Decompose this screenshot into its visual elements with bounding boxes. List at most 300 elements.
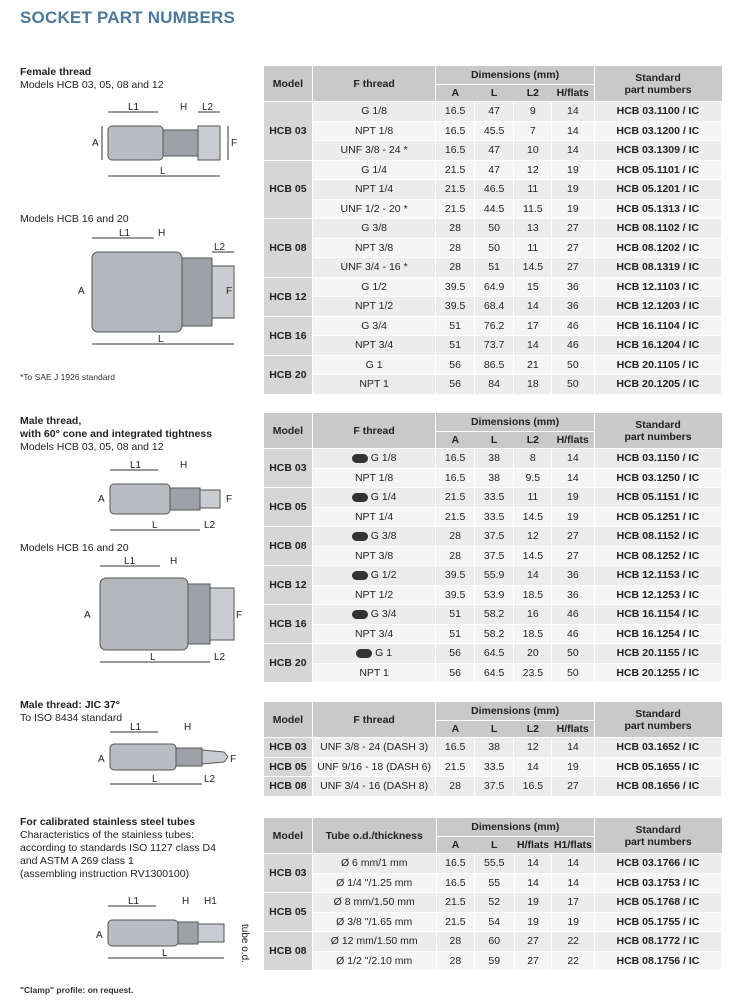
thread-cell: G 1/4 [312,488,436,508]
model-cell: HCB 16 [264,316,312,355]
table-row [264,375,722,395]
part-number-cell: HCB 03.1309 / IC [594,141,721,161]
part-number-cell: HCB 05.1101 / IC [594,160,721,180]
stainless-drawing [96,896,256,968]
part-number-cell: HCB 08.1756 / IC [594,951,721,971]
model-cell: HCB 20 [264,355,312,394]
dimension-cell: 17 [514,316,552,336]
part-number-cell: HCB 12.1253 / IC [594,585,721,605]
dimension-cell: 56 [436,375,474,395]
table-row [264,585,722,605]
part-number-cell: HCB 16.1154 / IC [594,605,721,625]
model-cell: HCB 12 [264,566,312,605]
part-number-cell: HCB 03.1652 / IC [594,738,721,758]
col-a: A [436,432,474,449]
table-row [264,757,722,777]
svg-text:L: L [152,774,158,785]
thread-cell: NPT 1/2 [312,585,436,605]
seal-icon [356,649,372,658]
dimension-cell: 36 [552,297,594,317]
svg-text:L1: L1 [130,460,142,471]
dimension-cell: 21.5 [436,199,474,219]
dimension-cell: 27 [552,527,594,547]
col-dimensions: Dimensions (mm) [436,413,594,432]
dimension-cell: 28 [436,219,474,239]
dimension-cell: 11.5 [514,199,552,219]
table-row [264,121,722,141]
part-number-cell: HCB 12.1153 / IC [594,566,721,586]
dimension-cell: 28 [436,546,474,566]
svg-text:H: H [184,722,192,733]
dimension-cell: 19 [552,160,594,180]
part-number-cell: HCB 03.1150 / IC [594,449,721,469]
table-row [264,951,722,971]
dimension-cell: 64.5 [474,644,514,664]
thread-cell: NPT 1/4 [312,507,436,527]
svg-text:H: H [158,228,166,239]
model-cell: HCB 12 [264,277,312,316]
dimension-cell: 51 [436,316,474,336]
dimension-cell: 18.5 [514,624,552,644]
dimension-cell: 11 [514,180,552,200]
thread-cell: Ø 1/2 "/2.10 mm [312,951,436,971]
model-cell: HCB 03 [264,102,312,161]
dimension-cell: 12 [514,527,552,547]
thread-cell: NPT 3/4 [312,336,436,356]
svg-text:L2: L2 [214,652,226,663]
part-number-cell: HCB 05.1151 / IC [594,488,721,508]
thread-cell: NPT 3/8 [312,238,436,258]
col-standard: Standard part numbers [594,66,721,102]
table-row [264,912,722,932]
female-thread-sub2: Models HCB 16 and 20 [20,213,129,225]
part-number-cell: HCB 05.1251 / IC [594,507,721,527]
dim-f: F [231,138,238,149]
dimension-cell: 14 [552,468,594,488]
dimension-cell: 12 [514,738,552,758]
table-row [264,566,722,586]
dimension-cell: 76.2 [474,316,514,336]
dimension-cell: 73.7 [474,336,514,356]
dimension-cell: 13 [514,219,552,239]
dimension-cell: 23.5 [514,663,552,683]
dimension-cell: 21.5 [436,912,474,932]
dimension-cell: 51 [436,624,474,644]
svg-text:A: A [78,286,85,297]
part-number-cell: HCB 12.1103 / IC [594,277,721,297]
col-model: Model [264,818,312,854]
part-number-cell: HCB 20.1255 / IC [594,663,721,683]
part-number-cell: HCB 16.1204 / IC [594,336,721,356]
dimension-cell: 56 [436,355,474,375]
part-number-cell: HCB 03.1200 / IC [594,121,721,141]
dimension-cell: 55.9 [474,566,514,586]
table-row [264,624,722,644]
svg-text:A: A [98,754,105,765]
female-thread-table [264,66,722,395]
col-4: H1/flats [552,837,594,854]
dimension-cell: 28 [436,527,474,547]
page-title: SOCKET PART NUMBERS [20,8,236,27]
female-small-drawing [92,102,243,186]
dimension-cell: 16.5 [436,854,474,874]
dimension-cell: 50 [552,663,594,683]
thread-cell: Ø 1/4 "/1.25 mm [312,873,436,893]
dim-l2: L2 [202,102,214,113]
thread-cell: UNF 9/16 - 18 (DASH 6) [312,757,436,777]
dimension-cell: 55 [474,873,514,893]
dimension-cell: 14 [552,449,594,469]
dimension-cell: 16.5 [436,449,474,469]
part-number-cell: HCB 05.1768 / IC [594,893,721,913]
col-3: L2 [514,432,552,449]
dimension-cell: 50 [474,238,514,258]
dimension-cell: 50 [552,644,594,664]
dimension-cell: 14 [552,854,594,874]
thread-cell: NPT 1/2 [312,297,436,317]
male-thread-heading: Male thread, with 60° cone and integrated tightness Models HCB 03, 05, 08 and 12 [20,415,213,453]
dimension-cell: 9 [514,102,552,122]
part-number-cell: HCB 08.1102 / IC [594,219,721,239]
dimension-cell: 14.5 [514,258,552,278]
dimension-cell: 22 [552,932,594,952]
thread-cell: Ø 8 mm/1.50 mm [312,893,436,913]
dimension-cell: 16.5 [436,738,474,758]
dimension-cell: 21.5 [436,180,474,200]
svg-text:L: L [158,334,164,345]
sae-note: *To SAE J 1926 standard [20,372,115,382]
dimension-cell: 14 [552,102,594,122]
dimension-cell: 28 [436,932,474,952]
table-row [264,507,722,527]
col-l: L [474,432,514,449]
part-number-cell: HCB 05.1755 / IC [594,912,721,932]
svg-text:F: F [236,610,243,621]
dimension-cell: 21.5 [436,893,474,913]
table-row [264,160,722,180]
svg-text:A: A [96,930,103,941]
dimension-cell: 14.5 [514,507,552,527]
svg-text:L2: L2 [204,520,216,531]
col-model: Model [264,702,312,738]
dimension-cell: 18 [514,375,552,395]
dimension-cell: 27 [552,219,594,239]
dimension-cell: 28 [436,238,474,258]
dimension-cell: 56 [436,663,474,683]
col-model: Model [264,413,312,449]
part-number-cell: HCB 03.1100 / IC [594,102,721,122]
dimension-cell: 28 [436,777,474,797]
part-number-cell: HCB 20.1105 / IC [594,355,721,375]
dimension-cell: 21 [514,355,552,375]
col-model: Model [264,66,312,102]
dimension-cell: 14 [552,873,594,893]
part-number-cell: HCB 08.1772 / IC [594,932,721,952]
dimension-cell: 21.5 [436,757,474,777]
svg-text:A: A [84,610,91,621]
thread-cell: G 1 [312,644,436,664]
dimension-cell: 14 [552,121,594,141]
table-row [264,258,722,278]
dimension-cell: 46.5 [474,180,514,200]
dimension-cell: 27 [552,258,594,278]
dimension-cell: 59 [474,951,514,971]
svg-text:tube o.d.: tube o.d. [239,924,250,963]
male-thread-table [264,413,722,683]
svg-text:L: L [152,520,158,531]
dimension-cell: 44.5 [474,199,514,219]
dimension-cell: 50 [552,375,594,395]
dimension-cell: 64.9 [474,277,514,297]
svg-text:L2: L2 [214,242,226,253]
dimension-cell: 46 [552,605,594,625]
thread-cell: NPT 1/8 [312,468,436,488]
dim-l: L [160,166,166,177]
table-row [264,336,722,356]
col-standard: Standard part numbers [594,702,721,738]
stainless-table [264,818,722,971]
svg-text:L1: L1 [128,896,140,907]
dimension-cell: 36 [552,277,594,297]
thread-cell: G 3/8 [312,219,436,239]
clamp-note: "Clamp" profile: on request. [20,985,134,995]
svg-text:L1: L1 [130,722,142,733]
dimension-cell: 38 [474,468,514,488]
col-4: H/flats [552,721,594,738]
dimension-cell: 39.5 [436,566,474,586]
part-number-cell: HCB 12.1203 / IC [594,297,721,317]
dimension-cell: 51 [436,336,474,356]
thread-cell: UNF 3/4 - 16 (DASH 8) [312,777,436,797]
model-cell: HCB 08 [264,219,312,278]
table-row [264,738,722,758]
table-row [264,546,722,566]
jic-heading: Male thread: JIC 37° To ISO 8434 standard [20,699,123,724]
table-row [264,316,722,336]
dimension-cell: 50 [474,219,514,239]
col-thread: Tube o.d./thickness [312,818,436,854]
dimension-cell: 12 [514,160,552,180]
seal-icon [352,532,368,541]
male-large-drawing [80,558,245,668]
model-cell: HCB 08 [264,777,312,797]
dimension-cell: 46 [552,336,594,356]
part-number-cell: HCB 05.1313 / IC [594,199,721,219]
col-thread: F thread [312,413,436,449]
dimension-cell: 51 [436,605,474,625]
thread-cell: G 3/8 [312,527,436,547]
dimension-cell: 9.5 [514,468,552,488]
table-row [264,663,722,683]
dimension-cell: 10 [514,141,552,161]
col-a: A [436,85,474,102]
table-row [264,199,722,219]
dimension-cell: 46 [552,624,594,644]
thread-cell: NPT 1 [312,663,436,683]
col-3: L2 [514,85,552,102]
dimension-cell: 47 [474,160,514,180]
stainless-heading: For calibrated stainless steel tubes Characteristics of the stainless tubes: according to standards ISO 1127 class D4 and ASTM A 269 class 1 (assembling instruction RV1300100) [20,816,216,880]
dimension-cell: 39.5 [436,585,474,605]
dimension-cell: 27 [552,546,594,566]
dim-l1: L1 [128,102,140,113]
thread-cell: G 1/2 [312,566,436,586]
col-3: H/flats [514,837,552,854]
dimension-cell: 46 [552,316,594,336]
table-row [264,605,722,625]
dimension-cell: 16.5 [436,102,474,122]
svg-text:F: F [226,286,233,297]
model-cell: HCB 08 [264,527,312,566]
thread-cell: G 1/8 [312,449,436,469]
dimension-cell: 27 [514,951,552,971]
dimension-cell: 19 [552,180,594,200]
svg-text:A: A [98,494,105,505]
dimension-cell: 58.2 [474,605,514,625]
thread-cell: NPT 1/8 [312,121,436,141]
col-standard: Standard part numbers [594,818,721,854]
svg-text:L1: L1 [124,556,136,567]
svg-text:H: H [180,460,188,471]
dimension-cell: 14 [514,854,552,874]
dimension-cell: 39.5 [436,277,474,297]
col-l: L [474,85,514,102]
col-standard: Standard part numbers [594,413,721,449]
dimension-cell: 11 [514,238,552,258]
thread-cell: UNF 3/4 - 16 * [312,258,436,278]
dimension-cell: 19 [552,507,594,527]
dimension-cell: 84 [474,375,514,395]
svg-text:H: H [182,896,190,907]
dimension-cell: 14 [514,566,552,586]
part-number-cell: HCB 08.1656 / IC [594,777,721,797]
dimension-cell: 47 [474,102,514,122]
female-large-drawing [74,230,244,350]
model-cell: HCB 08 [264,932,312,971]
model-cell: HCB 05 [264,757,312,777]
table-row [264,219,722,239]
model-cell: HCB 03 [264,738,312,758]
part-number-cell: HCB 05.1201 / IC [594,180,721,200]
part-number-cell: HCB 08.1202 / IC [594,238,721,258]
thread-cell: UNF 3/8 - 24 * [312,141,436,161]
thread-cell: NPT 3/4 [312,624,436,644]
model-cell: HCB 03 [264,449,312,488]
table-row [264,932,722,952]
dimension-cell: 37.5 [474,527,514,547]
dimension-cell: 27 [514,932,552,952]
table-row [264,102,722,122]
col-4: H/flats [552,432,594,449]
dimension-cell: 36 [552,566,594,586]
thread-cell: G 1/2 [312,277,436,297]
part-number-cell: HCB 20.1205 / IC [594,375,721,395]
dimension-cell: 19 [552,757,594,777]
dimension-cell: 14 [552,141,594,161]
svg-text:H1: H1 [204,896,217,907]
table-row [264,873,722,893]
dimension-cell: 51 [474,258,514,278]
table-row [264,449,722,469]
table-row [264,488,722,508]
part-number-cell: HCB 16.1104 / IC [594,316,721,336]
dimension-cell: 47 [474,141,514,161]
col-dimensions: Dimensions (mm) [436,818,594,837]
col-dimensions: Dimensions (mm) [436,66,594,85]
dimension-cell: 7 [514,121,552,141]
dimension-cell: 54 [474,912,514,932]
seal-icon [352,571,368,580]
dimension-cell: 33.5 [474,507,514,527]
dimension-cell: 55.5 [474,854,514,874]
table-row [264,277,722,297]
dimension-cell: 56 [436,644,474,664]
dimension-cell: 14 [514,873,552,893]
col-thread: F thread [312,66,436,102]
dimension-cell: 16.5 [436,468,474,488]
dimension-cell: 14 [552,738,594,758]
table-row [264,141,722,161]
thread-cell: NPT 1/4 [312,180,436,200]
dimension-cell: 50 [552,355,594,375]
svg-text:F: F [230,754,237,765]
table-row [264,238,722,258]
model-cell: HCB 03 [264,854,312,893]
dimension-cell: 14 [514,297,552,317]
dimension-cell: 19 [552,199,594,219]
part-number-cell: HCB 08.1152 / IC [594,527,721,547]
thread-cell: UNF 1/2 - 20 * [312,199,436,219]
dimension-cell: 16.5 [436,141,474,161]
table-row [264,297,722,317]
thread-cell: G 3/4 [312,605,436,625]
thread-cell: Ø 12 mm/1.50 mm [312,932,436,952]
col-4: H/flats [552,85,594,102]
male-small-drawing [98,460,243,540]
svg-text:L: L [150,652,156,663]
col-3: L2 [514,721,552,738]
model-cell: HCB 05 [264,893,312,932]
dimension-cell: 68.4 [474,297,514,317]
dimension-cell: 15 [514,277,552,297]
seal-icon [352,454,368,463]
dimension-cell: 38 [474,449,514,469]
dimension-cell: 8 [514,449,552,469]
dimension-cell: 19 [514,893,552,913]
dim-a: A [92,138,99,149]
dimension-cell: 58.2 [474,624,514,644]
dimension-cell: 11 [514,488,552,508]
table-row [264,644,722,664]
dimension-cell: 16.5 [514,777,552,797]
dimension-cell: 16.5 [436,121,474,141]
dimension-cell: 53.9 [474,585,514,605]
male-thread-sub2: Models HCB 16 and 20 [20,542,129,554]
table-row [264,854,722,874]
thread-cell: Ø 3/8 "/1.65 mm [312,912,436,932]
svg-text:L2: L2 [204,774,216,785]
model-cell: HCB 16 [264,605,312,644]
col-a: A [436,721,474,738]
part-number-cell: HCB 03.1250 / IC [594,468,721,488]
col-l: L [474,721,514,738]
dimension-cell: 28 [436,258,474,278]
dimension-cell: 20 [514,644,552,664]
dimension-cell: 21.5 [436,488,474,508]
thread-cell: NPT 1 [312,375,436,395]
table-row [264,180,722,200]
part-number-cell: HCB 16.1254 / IC [594,624,721,644]
